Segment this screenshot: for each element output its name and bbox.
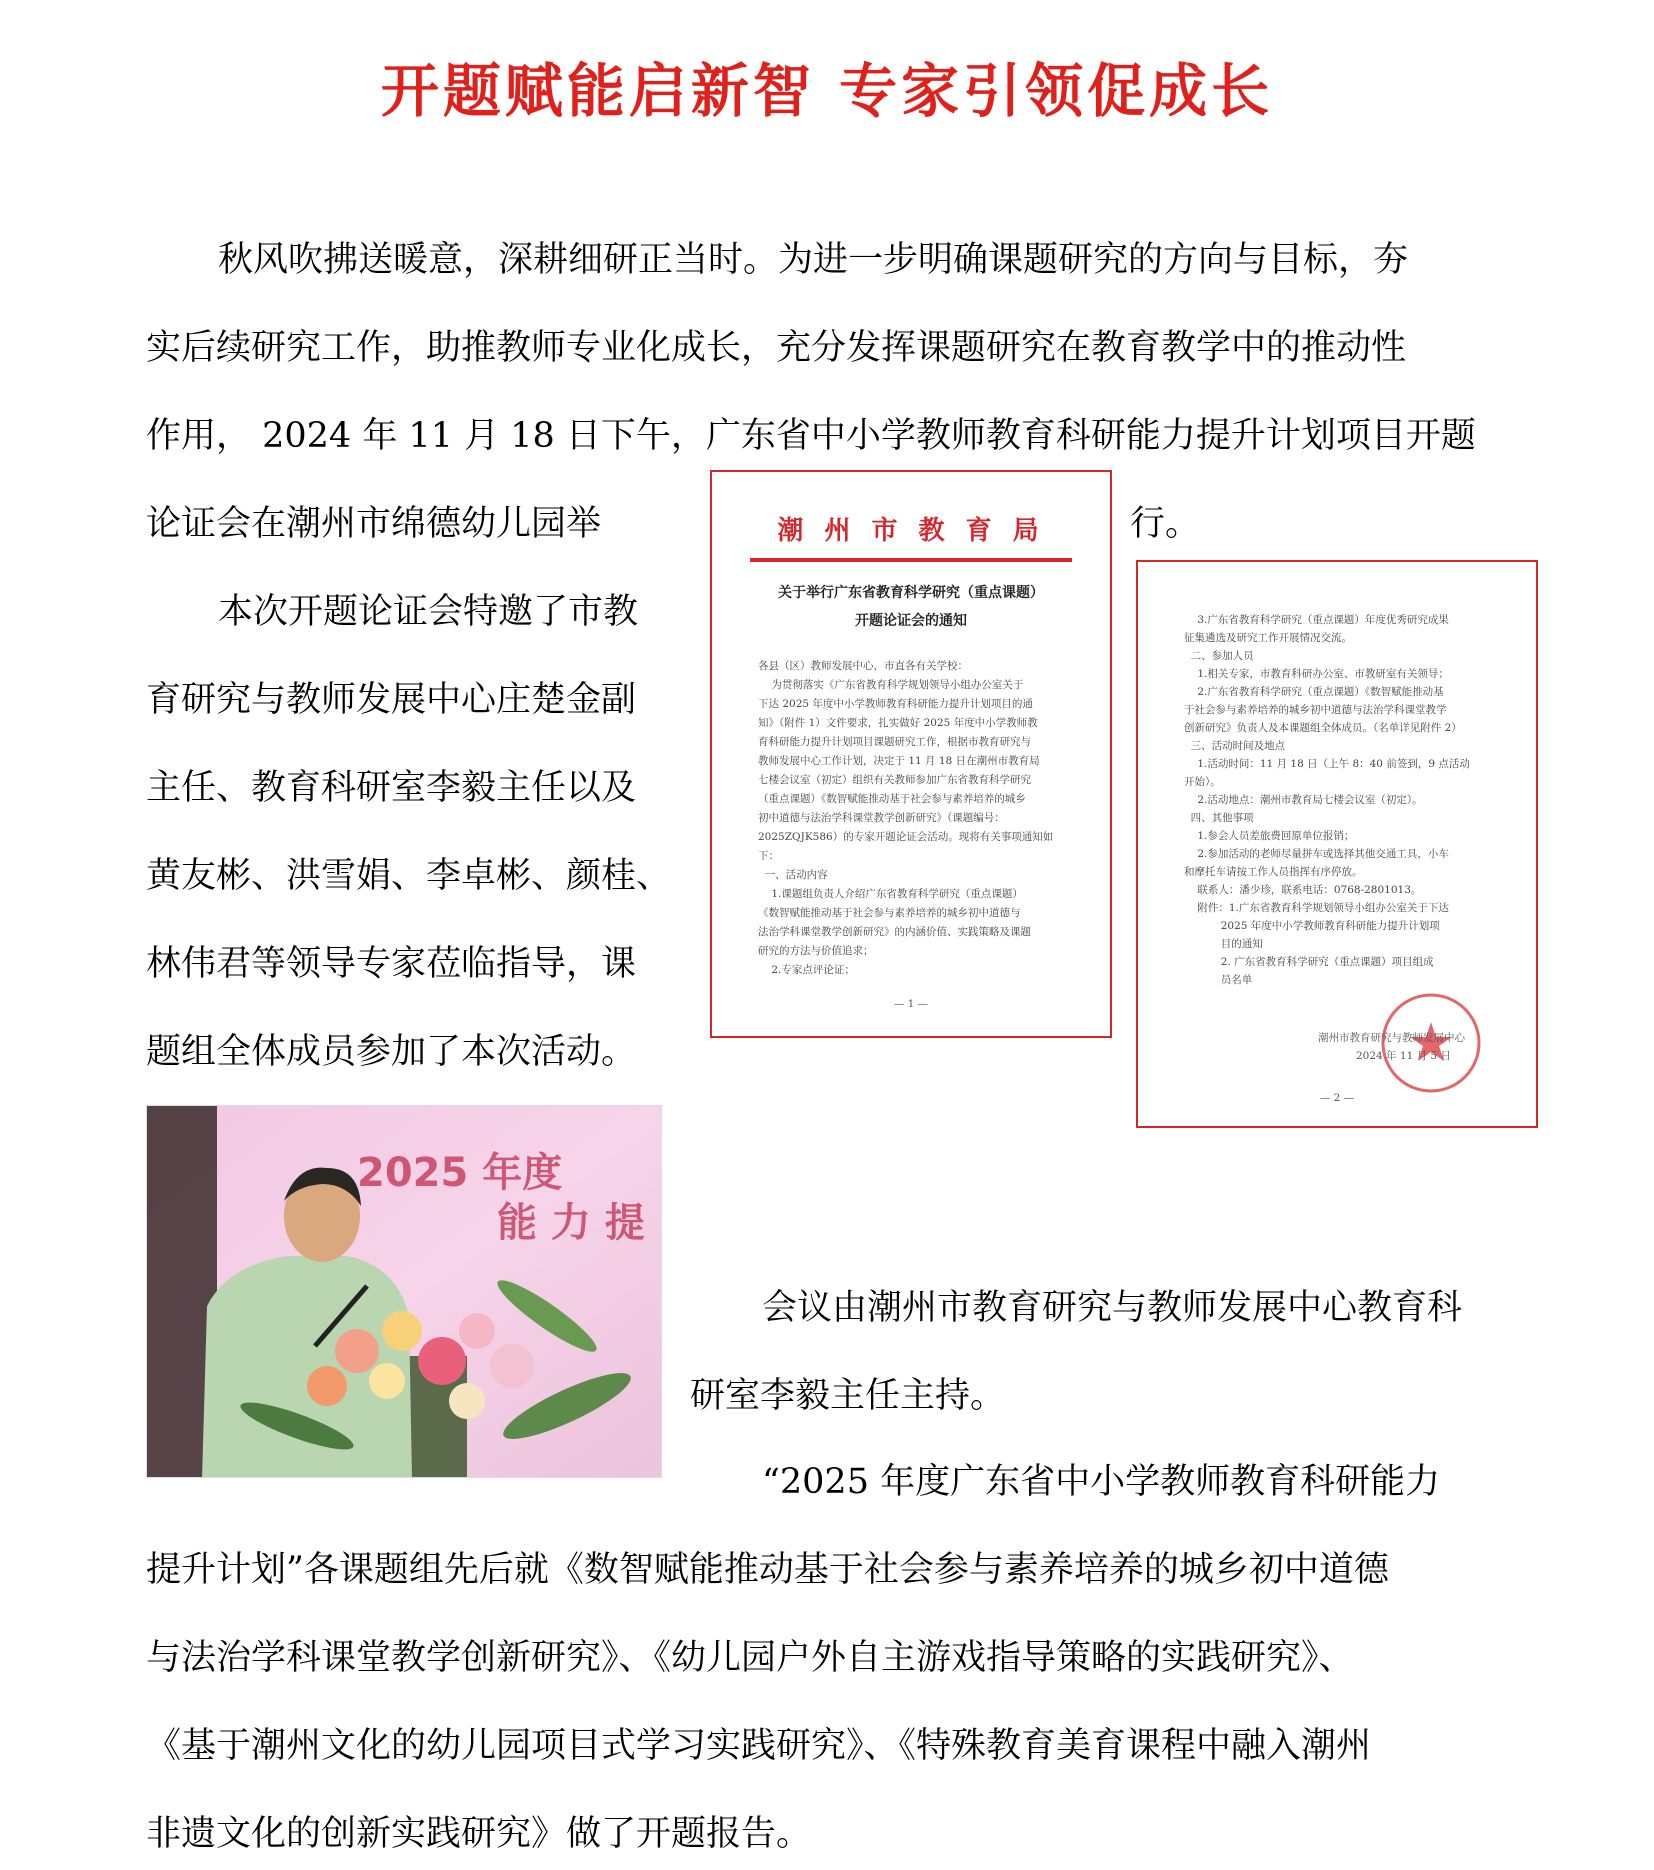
notice-line: 二、参加人员 — [1184, 650, 1254, 662]
notice-line: 附件：1.广东省教育科学规划领导小组办公室关于下达 — [1184, 902, 1449, 914]
paragraph-1-line-4b: 行。 — [1130, 504, 1201, 544]
speaker-photo — [146, 1105, 662, 1478]
paragraph-1-line-2: 实后续研究工作，助推教师专业化成长，充分发挥课题研究在教育教学中的推动性 — [146, 328, 1407, 368]
notice-line: 2025ZQJK586）的专家开题论证会活动。现将有关事项通知如 — [758, 831, 1054, 843]
paragraph-2-line-4: 黄友彬、洪雪娟、李卓彬、颜桂、 — [146, 856, 672, 896]
paragraph-4-line-5: 非遗文化的创新实践研究》做了开题报告。 — [146, 1814, 812, 1854]
notice-line: 1.课题组负责人介绍广东省教育科学研究（重点课题） — [758, 888, 1023, 900]
notice-line: （重点课题）《数智赋能推动基于社会参与素养培养的城乡 — [758, 793, 1026, 805]
notice-line: 法治学科课堂教学创新研究》的内涵价值、实践策略及课题 — [758, 926, 1031, 938]
notice-line: 2. 广东省教育科学研究（重点课题）项目组成 — [1184, 956, 1434, 968]
notice-line: 3.广东省教育科学研究（重点课题）年度优秀研究成果 — [1184, 614, 1449, 626]
paragraph-3-line-2: 研室李毅主任主持。 — [690, 1376, 1006, 1416]
notice-line: 1.参会人员差旅费回原单位报销； — [1184, 830, 1355, 842]
notice-line: 员名单 — [1184, 974, 1253, 986]
paragraph-2-line-1: 本次开题论证会特邀了市教 — [218, 592, 639, 632]
paragraph-1-line-4a: 论证会在潮州市绵德幼儿园举 — [146, 504, 602, 544]
notice-line: 下： — [758, 850, 779, 862]
notice-line: 初中道德与法治学科课堂教学创新研究》（课题编号： — [758, 812, 1005, 824]
paragraph-2-line-2: 育研究与教师发展中心庄楚金副 — [146, 680, 637, 720]
notice-line: 各县（区）教师发展中心，市直各有关学校： — [758, 660, 968, 672]
notice-line: 四、其他事项 — [1184, 812, 1254, 824]
notice-line: 研究的方法与价值追求； — [758, 945, 874, 957]
notice-line: 目的通知 — [1184, 938, 1263, 950]
paragraph-4-line-2: 提升计划”各课题组先后就《数智赋能推动基于社会参与素养培养的城乡初中道德 — [146, 1550, 1389, 1590]
banner-text-1: 2025 年度 — [357, 1150, 563, 1196]
notice-line: 2025 年度中小学教师教育科研能力提升计划项 — [1184, 920, 1440, 932]
notice-line: 育科研能力提升计划项目课题研究工作，根据市教育研究与 — [758, 736, 1031, 748]
notice-line: 教师发展中心工作计划，决定于 11 月 18 日在潮州市教育局 — [758, 755, 1040, 767]
notice-line: 一、活动内容 — [758, 869, 828, 881]
notice-header: 潮 州 市 教 育 局 — [777, 516, 1045, 546]
paragraph-1-line-1: 秋风吹拂送暖意，深耕细研正当时。为进一步明确课题研究的方向与目标，夯 — [218, 240, 1409, 280]
notice-line: 七楼会议室（初定）组织有关教师参加广东省教育科学研究 — [758, 774, 1031, 786]
notice-line: 和摩托车请按工作人员指挥有序停放。 — [1184, 866, 1363, 878]
notice-line: 创新研究》负责人及本课题组全体成员。（名单详见附件 2） — [1184, 722, 1462, 734]
notice-line: 开始）。 — [1184, 776, 1221, 788]
notice-line: 联系人：潘少珍，联系电话：0768-2801013。 — [1184, 884, 1422, 896]
paragraph-1-line-3: 作用， 2024 年 11 月 18 日下午，广东省中小学教师教育科研能力提升计划项目开题 — [146, 416, 1476, 456]
banner-text-2: 能 力 提 — [497, 1200, 645, 1246]
notice-line: 2.专家点评论证； — [758, 964, 855, 976]
paragraph-2-line-5: 林伟君等领导专家莅临指导，课 — [146, 944, 637, 984]
notice-page-number: — 2 — — [1319, 1092, 1355, 1104]
notice-page-number: — 1 — — [893, 998, 929, 1010]
notice-line: 三、活动时间及地点 — [1184, 740, 1286, 752]
notice-line: 《数智赋能推动基于社会参与素养培养的城乡初中道德与 — [758, 907, 1021, 919]
paragraph-3-line-1: 会议由潮州市教育研究与教师发展中心教育科 — [762, 1288, 1463, 1328]
notice-page-2 — [1136, 560, 1538, 1128]
notice-line: 征集遴选及研究工作开展情况交流。 — [1184, 632, 1352, 644]
notice-date: 2024 年 11 月 5 日 — [1356, 1050, 1451, 1062]
notice-line: 2.活动地点：潮州市教育局七楼会议室（初定）。 — [1184, 794, 1423, 806]
notice-title-line-2: 开题论证会的通知 — [855, 613, 967, 629]
notice-line: 2.参加活动的老师尽量拼车或选择其他交通工具，小车 — [1184, 848, 1449, 860]
notice-line: 为贯彻落实《广东省教育科学规划领导小组办公室关于 — [758, 679, 1024, 691]
paragraph-2-line-6: 题组全体成员参加了本次活动。 — [146, 1032, 637, 1072]
page-title: 开题赋能启新智 专家引领促成长 — [380, 57, 1274, 125]
paragraph-4-line-3: 与法治学科课堂教学创新研究》、《幼儿园户外自主游戏指导策略的实践研究》、 — [146, 1638, 1354, 1678]
notice-line: 2.广东省教育科学研究（重点课题）《数智赋能推动基 — [1184, 686, 1444, 698]
paragraph-2-line-3: 主任、教育科研室李毅主任以及 — [146, 768, 637, 808]
notice-line: 于社会参与素养培养的城乡初中道德与法治学科课堂教学 — [1184, 704, 1447, 716]
notice-header-rule — [750, 558, 1072, 562]
notice-title-line-1: 关于举行广东省教育科学研究（重点课题） — [778, 585, 1044, 601]
notice-line: 1.相关专家，市教育科研办公室、市教研室有关领导； — [1184, 668, 1449, 680]
notice-line: 下达 2025 年度中小学教师教育科研能力提升计划项目的通 — [758, 698, 1033, 710]
notice-line: 知》（附件 1）文件要求，扎实做好 2025 年度中小学教师教 — [758, 717, 1038, 729]
notice-page-1 — [710, 470, 1112, 1038]
paragraph-4-line-1: “2025 年度广东省中小学教师教育科研能力 — [762, 1462, 1441, 1502]
notice-signature: 潮州市教育研究与教师发展中心 — [1318, 1032, 1465, 1044]
paragraph-4-line-4: 《基于潮州文化的幼儿园项目式学习实践研究》、《特殊教育美育课程中融入潮州 — [146, 1726, 1372, 1766]
notice-line: 1.活动时间：11 月 18 日（上午 8：40 前签到，9 点活动 — [1184, 758, 1470, 770]
